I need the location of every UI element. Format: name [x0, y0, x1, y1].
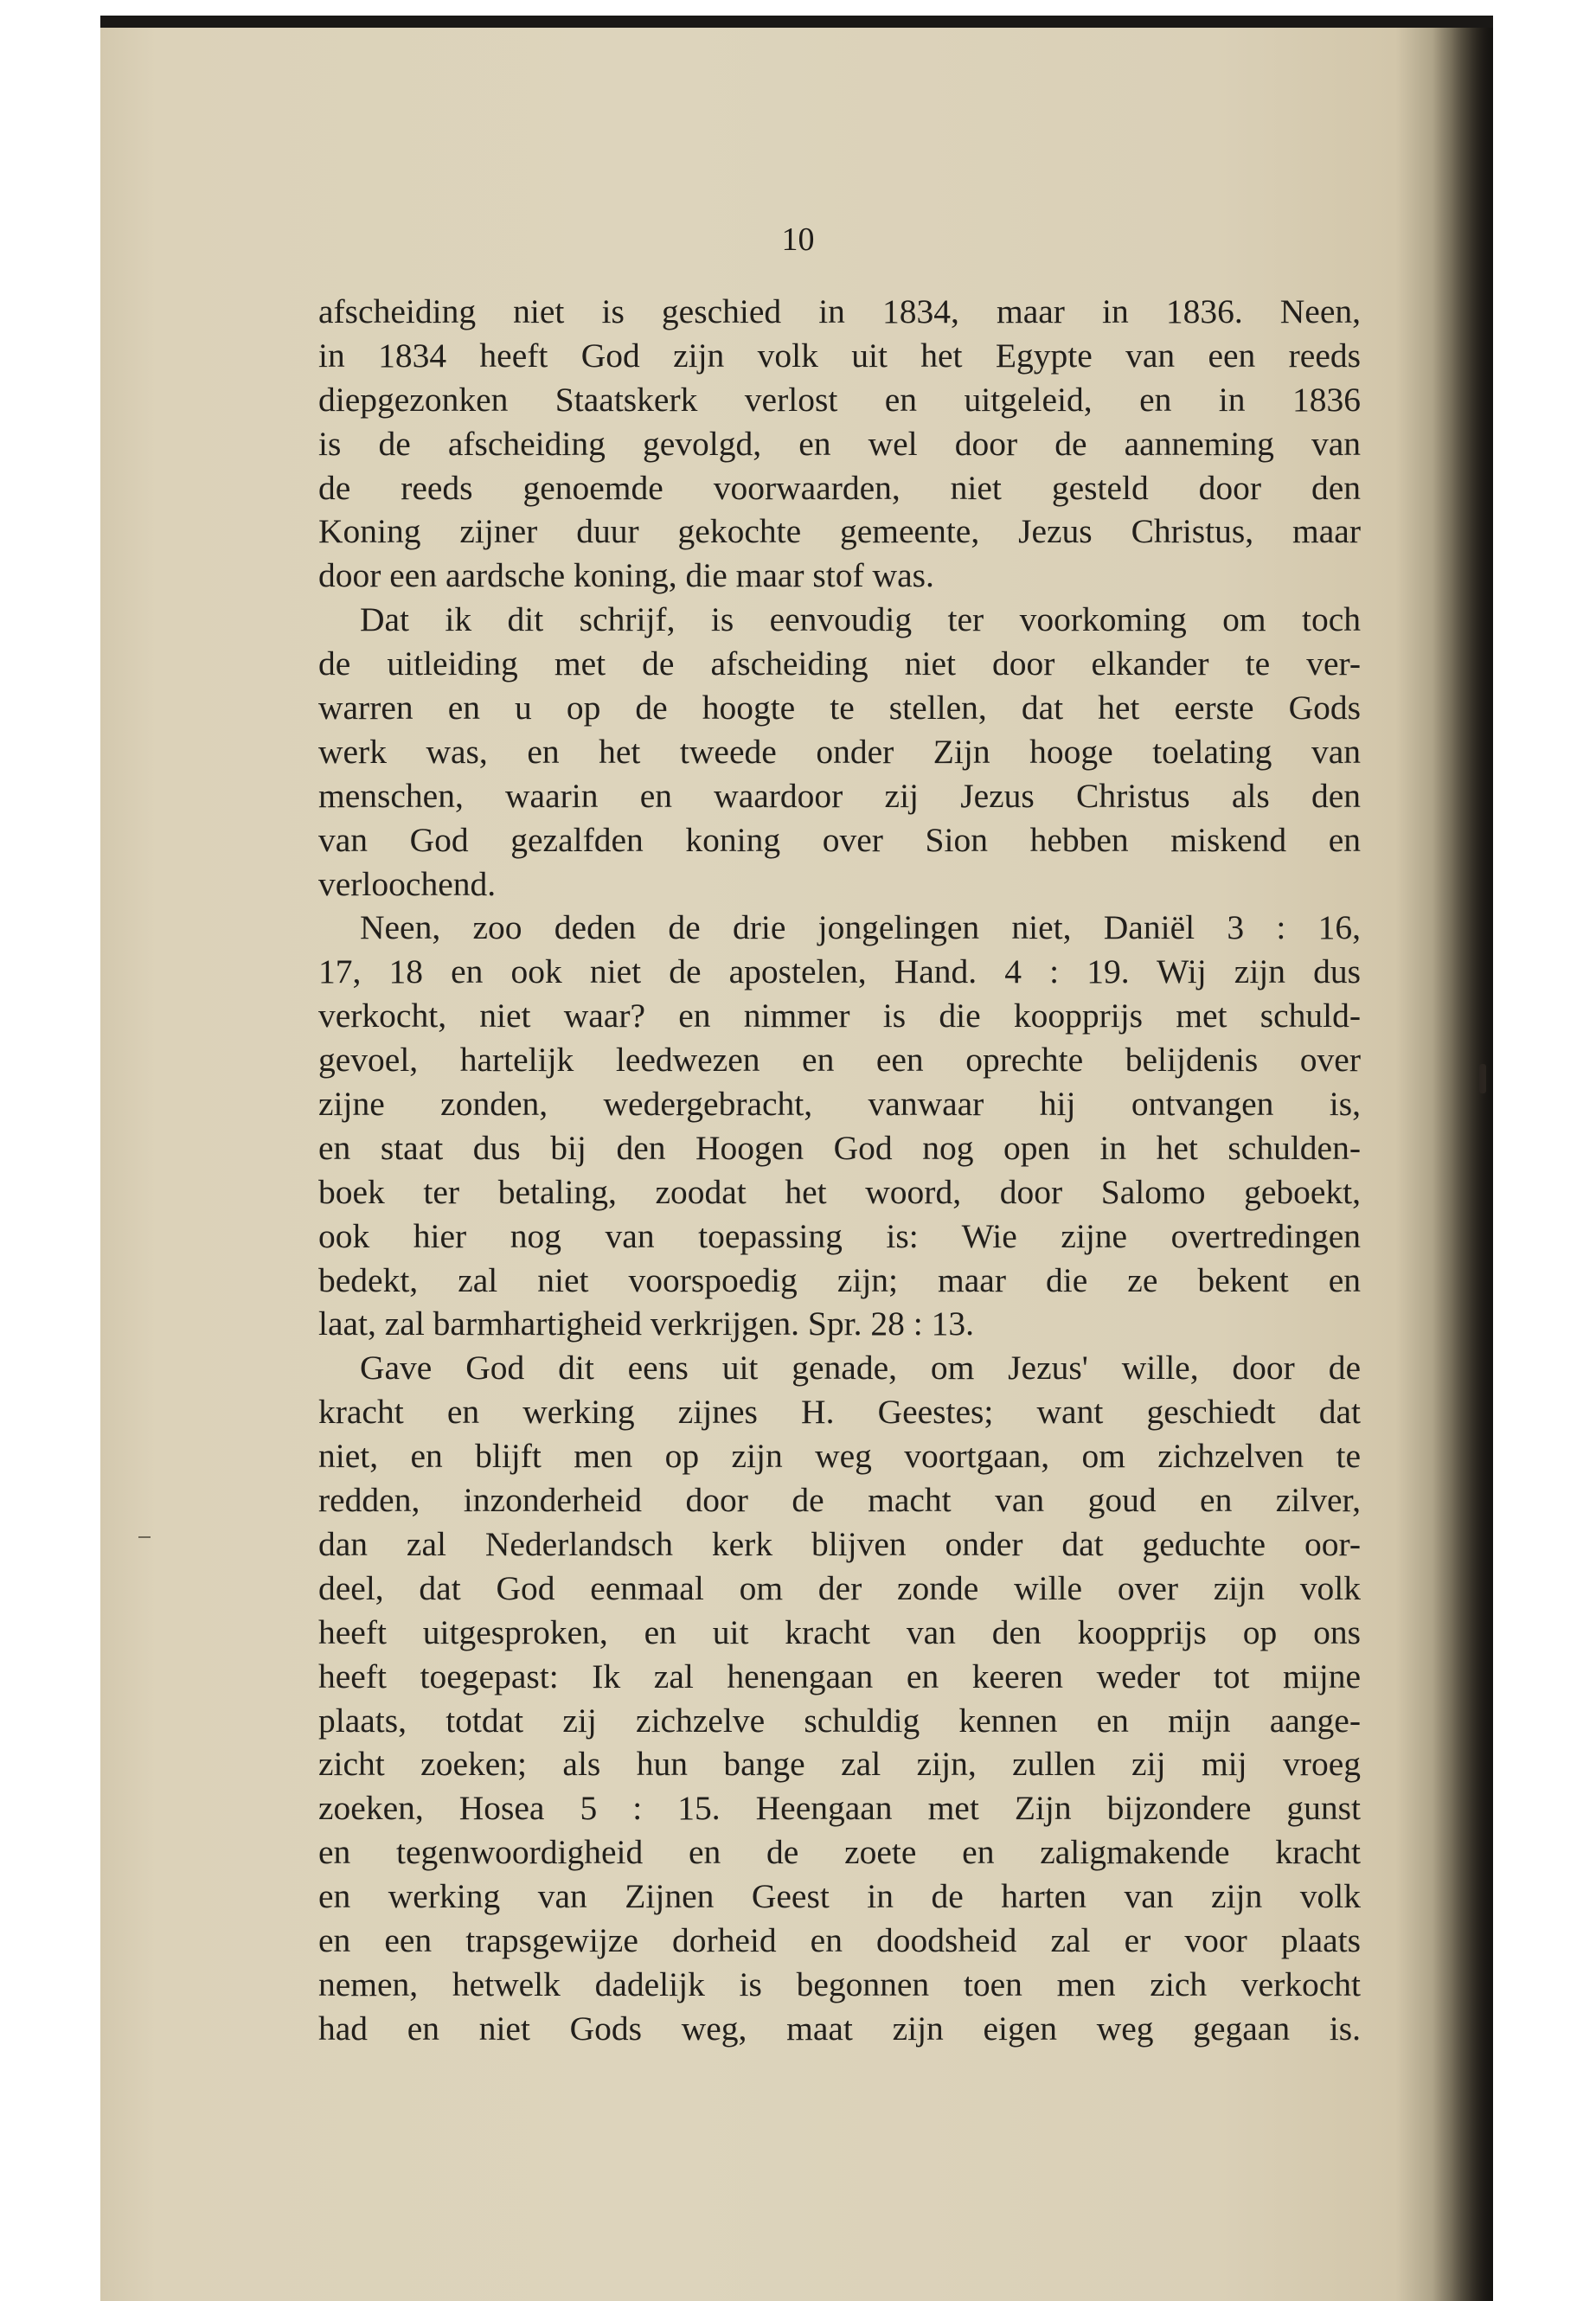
text-line: laat, zal barmhartigheid verkrijgen. Spr. 28 : 13.: [318, 1304, 974, 1343]
text-line: heeft uitgesproken, en uit kracht van den koopprijs op ons: [318, 1612, 1361, 1651]
text-line: warren en u op de hoogte te stellen, dat het eerste Gods: [318, 689, 1361, 727]
text-line: Neen, zoo deden de drie jongelingen niet, Daniël 3 : 16,: [360, 908, 1361, 947]
text-line: zijne zonden, wedergebracht, vanwaar hij ontvangen is,: [318, 1085, 1361, 1124]
text-line: en tegenwoordigheid en de zoete en zaligmakende kracht: [318, 1833, 1361, 1872]
text-line: Dat ik dit schrijf, is eenvoudig ter voorkoming om toch: [360, 600, 1361, 639]
text-line: gevoel, hartelijk leedwezen en een oprechte belijdenis over: [318, 1041, 1361, 1080]
text-line: in 1834 heeft God zijn volk uit het Egypte van een reeds: [318, 336, 1361, 375]
text-line: had en niet Gods weg, maat zijn eigen weg gegaan is.: [318, 2009, 1361, 2048]
text-line: zoeken, Hosea 5 : 15. Heengaan met Zijn bijzondere gunst: [318, 1789, 1361, 1828]
text-line: de uitleiding met de afscheiding niet door elkander te ver-: [318, 644, 1361, 683]
text-line: niet, en blijft men op zijn weg voortgaan, om zichzelven te: [318, 1437, 1361, 1476]
text-line: van God gezalfden koning over Sion hebben miskend en: [318, 820, 1361, 859]
text-line: en een trapsgewijze dorheid en doodsheid zal er voor plaats: [318, 1920, 1361, 1959]
text-line: boek ter betaling, zoodat het woord, door Salomo geboekt,: [318, 1172, 1361, 1211]
text-line: diepgezonken Staatskerk verlost en uitgeleid, en in 1836: [318, 380, 1361, 419]
text-line: door een aardsche koning, die maar stof was.: [318, 556, 934, 595]
text-line: zicht zoeken; als hun bange zal zijn, zullen zij mij vroeg: [318, 1745, 1361, 1784]
text-line: dan zal Nederlandsch kerk blijven onder dat geduchte oor-: [318, 1524, 1361, 1563]
text-line: bedekt, zal niet voorspoedig zijn; maar die ze bekent en: [318, 1260, 1361, 1299]
text-line: kracht en werking zijnes H. Geestes; want geschiedt dat: [318, 1393, 1361, 1432]
text-line: menschen, waarin en waardoor zij Jezus Christus als den: [318, 776, 1361, 815]
text-line: verkocht, niet waar? en nimmer is die koopprijs met schuld-: [318, 997, 1361, 1035]
margin-dash-mark: [138, 1536, 151, 1538]
book-gutter-shadow: [1433, 28, 1493, 2301]
text-line: nemen, hetwelk dadelijk is begonnen toen men zich verkocht: [318, 1965, 1361, 2003]
ink-mark: [1479, 1064, 1486, 1093]
text-line: 17, 18 en ook niet de apostelen, Hand. 4 : 19. Wij zijn dus: [318, 952, 1361, 991]
text-line: de reeds genoemde voorwaarden, niet gesteld door den: [318, 468, 1361, 507]
text-line: afscheiding niet is geschied in 1834, maar in 1836. Neen,: [318, 292, 1361, 330]
text-line: heeft toegepast: Ik zal henengaan en keeren weder tot mijne: [318, 1657, 1361, 1695]
text-line: redden, inzonderheid door de macht van goud en zilver,: [318, 1481, 1361, 1520]
text-line: Gave God dit eens uit genade, om Jezus' wille, door de: [360, 1349, 1361, 1388]
text-line: en werking van Zijnen Geest in de harten van zijn volk: [318, 1877, 1361, 1916]
text-line: is de afscheiding gevolgd, en wel door de aanneming van: [318, 424, 1361, 463]
text-line: Koning zijner duur gekochte gemeente, Jezus Christus, maar: [318, 512, 1361, 551]
text-line: werk was, en het tweede onder Zijn hooge toelating van: [318, 732, 1361, 771]
text-line: deel, dat God eenmaal om der zonde wille over zijn volk: [318, 1568, 1361, 1607]
text-line: en staat dus bij den Hoogen God nog open in het schulden-: [318, 1128, 1361, 1167]
page-number: 10: [781, 221, 815, 258]
text-line: ook hier nog van toepassing is: Wie zijne overtredingen: [318, 1216, 1361, 1255]
body-text: [318, 290, 1361, 2051]
text-line: plaats, totdat zij zichzelve schuldig kennen en mijn aange-: [318, 1701, 1361, 1740]
text-line: verloochend.: [318, 864, 497, 903]
